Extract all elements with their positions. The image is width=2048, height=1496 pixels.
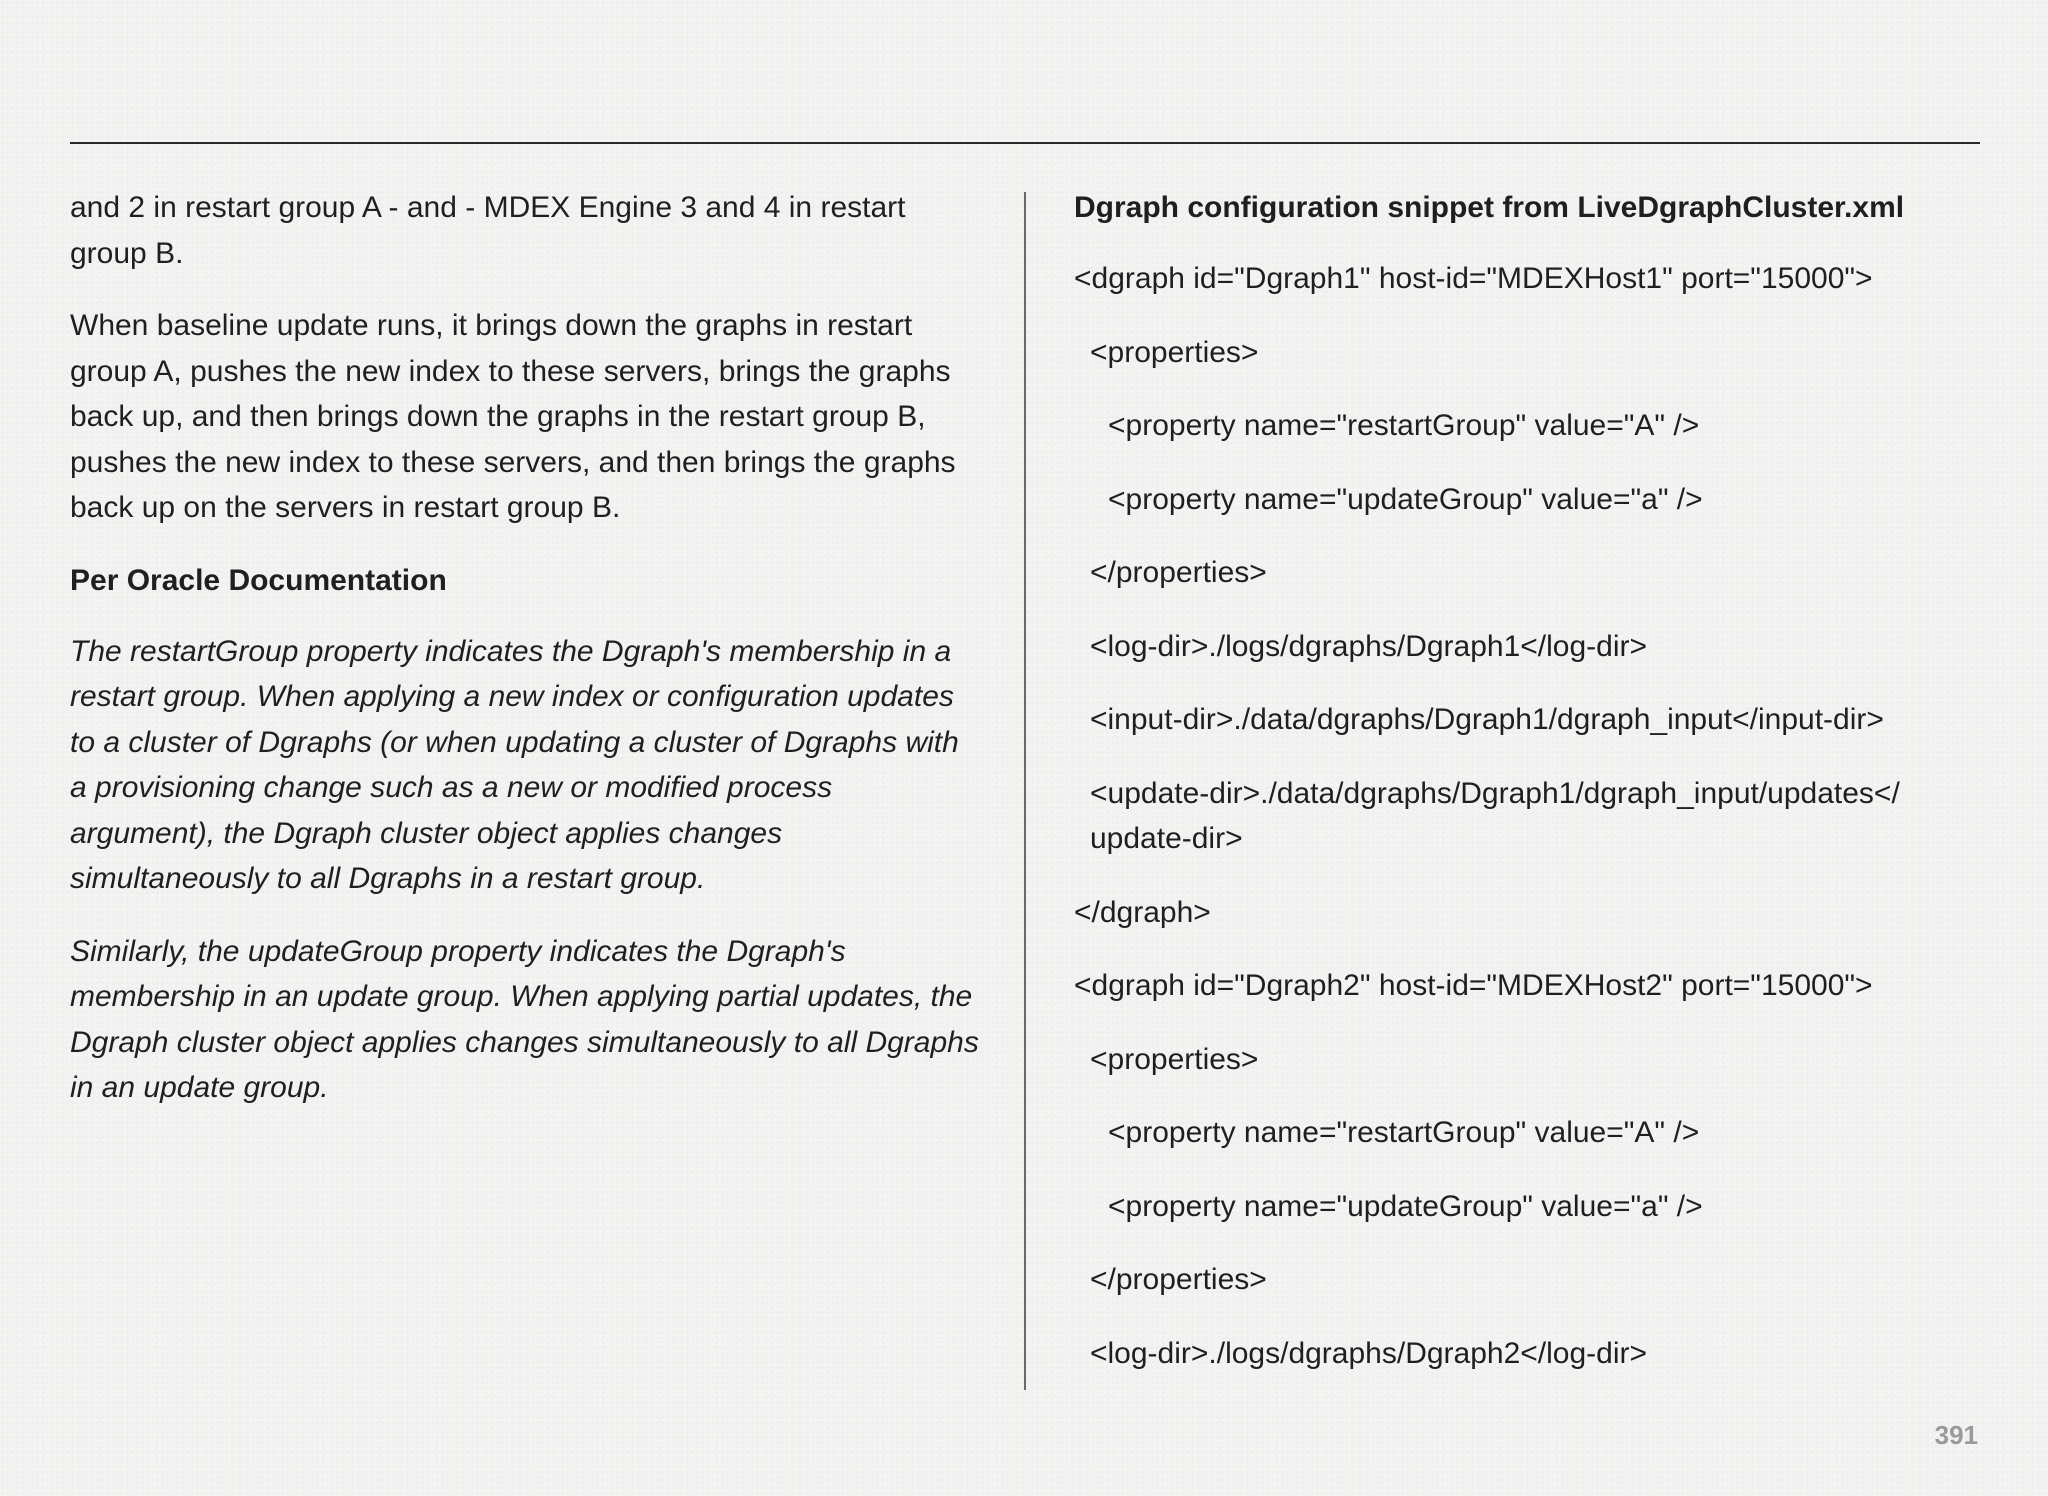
- snippet-heading: Dgraph configuration snippet from LiveDgraphCluster.xml: [1074, 191, 1905, 224]
- code-line-property-restart-group: <property name="restartGroup" value="A" />: [1108, 409, 1700, 442]
- code-line-property-update-group: <property name="updateGroup" value="a" />: [1108, 482, 1703, 516]
- section-heading-oracle-documentation: Per Oracle Documentation: [70, 563, 447, 597]
- code-line-dgraph2-open: <dgraph id="Dgraph2" host-id="MDEXHost2" port="15000">: [1074, 969, 1873, 1002]
- code-line-property-update-group: <property name="updateGroup" value="a" />: [1108, 1189, 1703, 1223]
- header-rule: [70, 142, 1980, 144]
- paragraph-restart-groups-continued: and 2 in restart group A - and - MDEX Engine 3 and 4 in restart group B.: [70, 191, 906, 270]
- code-line-property-restart-group: <property name="restartGroup" value="A" />: [1108, 1116, 1700, 1149]
- code-line-properties-open: <properties>: [1090, 335, 1259, 369]
- paragraph-baseline-update: When baseline update runs, it brings down the graphs in restart group A, pushes the new index to these servers, brings the graphs back up, and then brings down the graphs in the restart group B, pushes the new index to these servers, and then brings the graphs back up on the servers in restart group B.: [70, 309, 956, 524]
- quote-restart-group: The restartGroup property indicates the Dgraph's membership in a restart group. When applying a new index or configuration updates to a cluster of Dgraphs (or when updating a cluster of Dgraphs with a provisioning change such as a new or modified process argument), the Dgraph cluster object applies changes simultaneously to all Dgraphs in a restart group.: [70, 634, 959, 895]
- code-line-properties-close: </properties>: [1090, 556, 1267, 589]
- code-line-input-dir: <input-dir>./data/dgraphs/Dgraph1/dgraph_input</input-dir>: [1090, 703, 1884, 736]
- code-line-dgraph1-open: <dgraph id="Dgraph1" host-id="MDEXHost1" port="15000">: [1074, 262, 1873, 295]
- code-line-log-dir: <log-dir>./logs/dgraphs/Dgraph2</log-dir>: [1090, 1336, 1648, 1370]
- code-line-update-dir: <update-dir>./data/dgraphs/Dgraph1/dgraph_input/updates</ update-dir>: [1090, 776, 1900, 855]
- code-line-log-dir: <log-dir>./logs/dgraphs/Dgraph1</log-dir>: [1090, 629, 1648, 663]
- code-line-properties-close: </properties>: [1090, 1263, 1267, 1296]
- column-divider: [1024, 192, 1026, 1390]
- code-line-properties-open: <properties>: [1090, 1042, 1259, 1076]
- code-line-dgraph1-close: </dgraph>: [1074, 895, 1211, 929]
- right-column: [1074, 185, 1994, 1404]
- quote-update-group: Similarly, the updateGroup property indicates the Dgraph's membership in an update group. When applying partial updates, the Dgraph cluster object applies changes simultaneously to all Dgraphs in an update group.: [70, 934, 979, 1104]
- page-number: 391: [1934, 1420, 1978, 1450]
- left-column: [70, 185, 980, 1138]
